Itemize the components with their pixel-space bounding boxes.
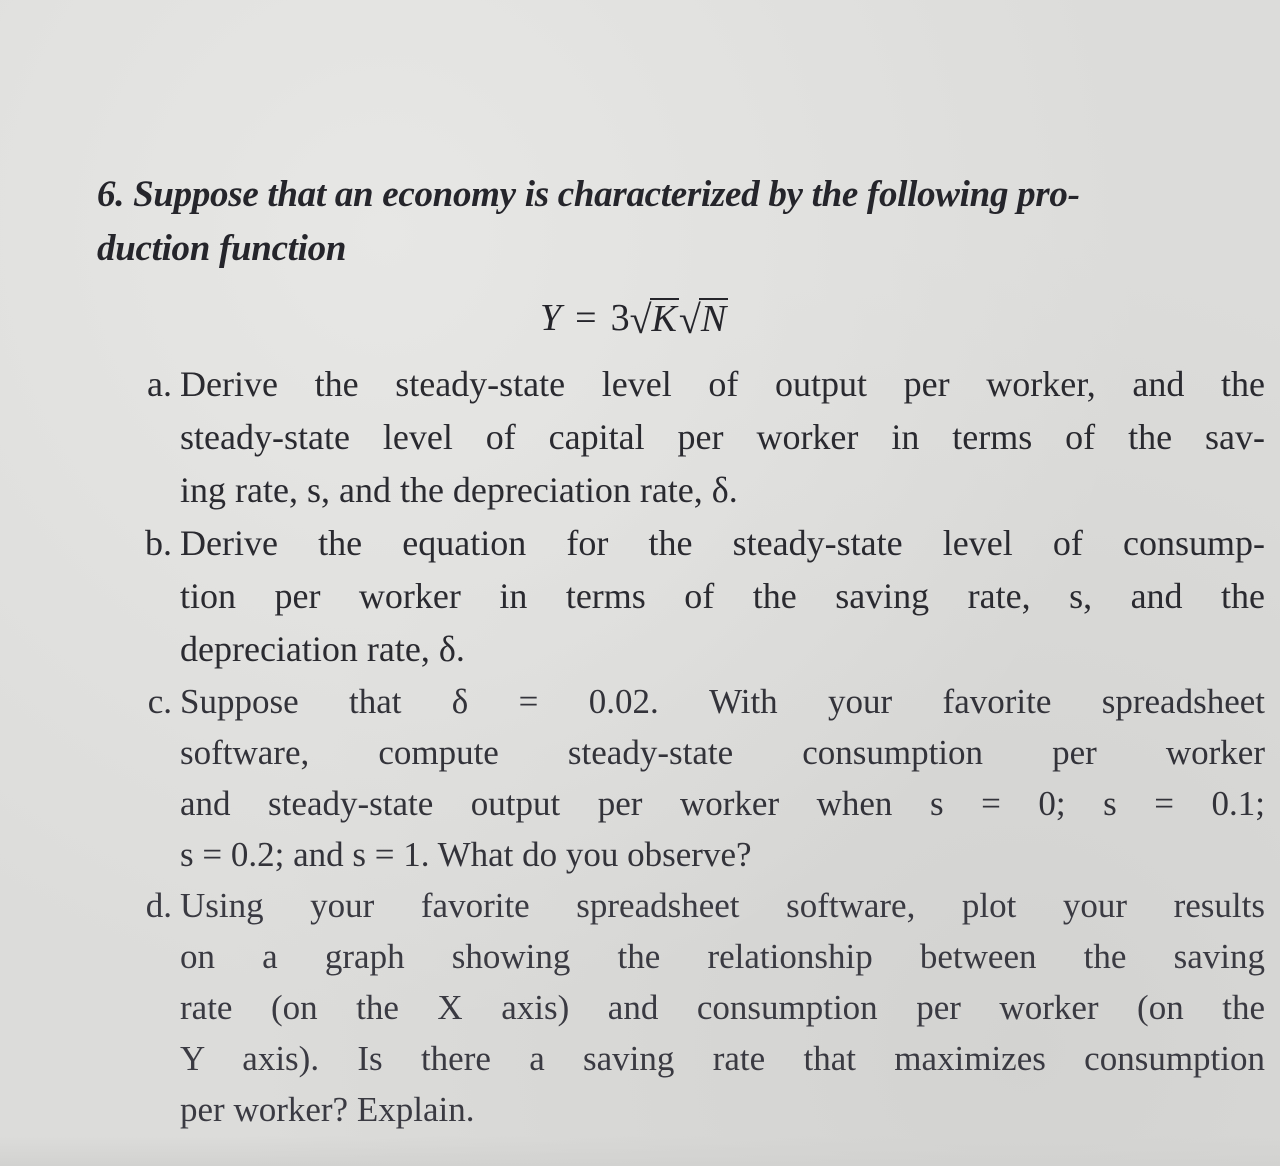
part-a (120, 358, 1265, 517)
radical-sign: √ (629, 297, 652, 342)
part-text-line: and steady-state output per worker when s = 0; s = 0.1; (180, 784, 1265, 823)
part-text-line: software, compute steady-state consumption per worker (180, 733, 1265, 772)
part-text-line: steady-state level of capital per worker in terms of the sav- (180, 417, 1265, 457)
part-c (120, 676, 1265, 880)
equation-lhs: Y (540, 297, 562, 339)
radicand-n: N (700, 298, 727, 341)
equation-equals: = (575, 297, 597, 339)
part-marker: d. (145, 886, 172, 925)
part-marker: a. (147, 364, 172, 404)
production-function-equation (540, 286, 728, 340)
problem-intro-line: duction function (97, 228, 347, 269)
sqrt-k (630, 298, 679, 340)
problem-statement (97, 168, 1247, 276)
part-text-line: tion per worker in terms of the saving rate, s, and the (180, 576, 1265, 616)
part-text-line: Using your favorite spreadsheet software, plot your results (180, 886, 1265, 925)
part-text-line: per worker? Explain. (180, 1090, 475, 1129)
part-text-line: Y axis). Is there a saving rate that maximizes consumption (180, 1039, 1265, 1078)
radical-sign: √ (678, 297, 701, 342)
part-text-line: Derive the equation for the steady-state level of consump- (180, 523, 1265, 563)
part-d (120, 880, 1265, 1135)
problem-intro-line: 6. Suppose that an economy is characterized by the following pro- (97, 174, 1080, 215)
equation-coefficient: 3 (610, 297, 630, 339)
part-text-line: Derive the steady-state level of output per worker, and the (180, 364, 1265, 404)
problem-parts (120, 358, 1265, 1135)
page-shadow (0, 1136, 1280, 1166)
part-b (120, 517, 1265, 676)
part-text-line: rate (on the X axis) and consumption per worker (on the (180, 988, 1265, 1027)
part-marker: c. (147, 682, 172, 721)
sqrt-n (679, 298, 728, 340)
radicand-k: K (651, 298, 677, 341)
part-text-line: ing rate, s, and the depreciation rate, δ. (180, 470, 738, 510)
part-text-line: on a graph showing the relationship between the saving (180, 937, 1265, 976)
part-text-line: Suppose that δ = 0.02. With your favorite spreadsheet (180, 682, 1265, 721)
part-marker: b. (145, 523, 172, 563)
part-text-line: depreciation rate, δ. (180, 629, 465, 669)
part-text-line: s = 0.2; and s = 1. What do you observe? (180, 835, 752, 874)
